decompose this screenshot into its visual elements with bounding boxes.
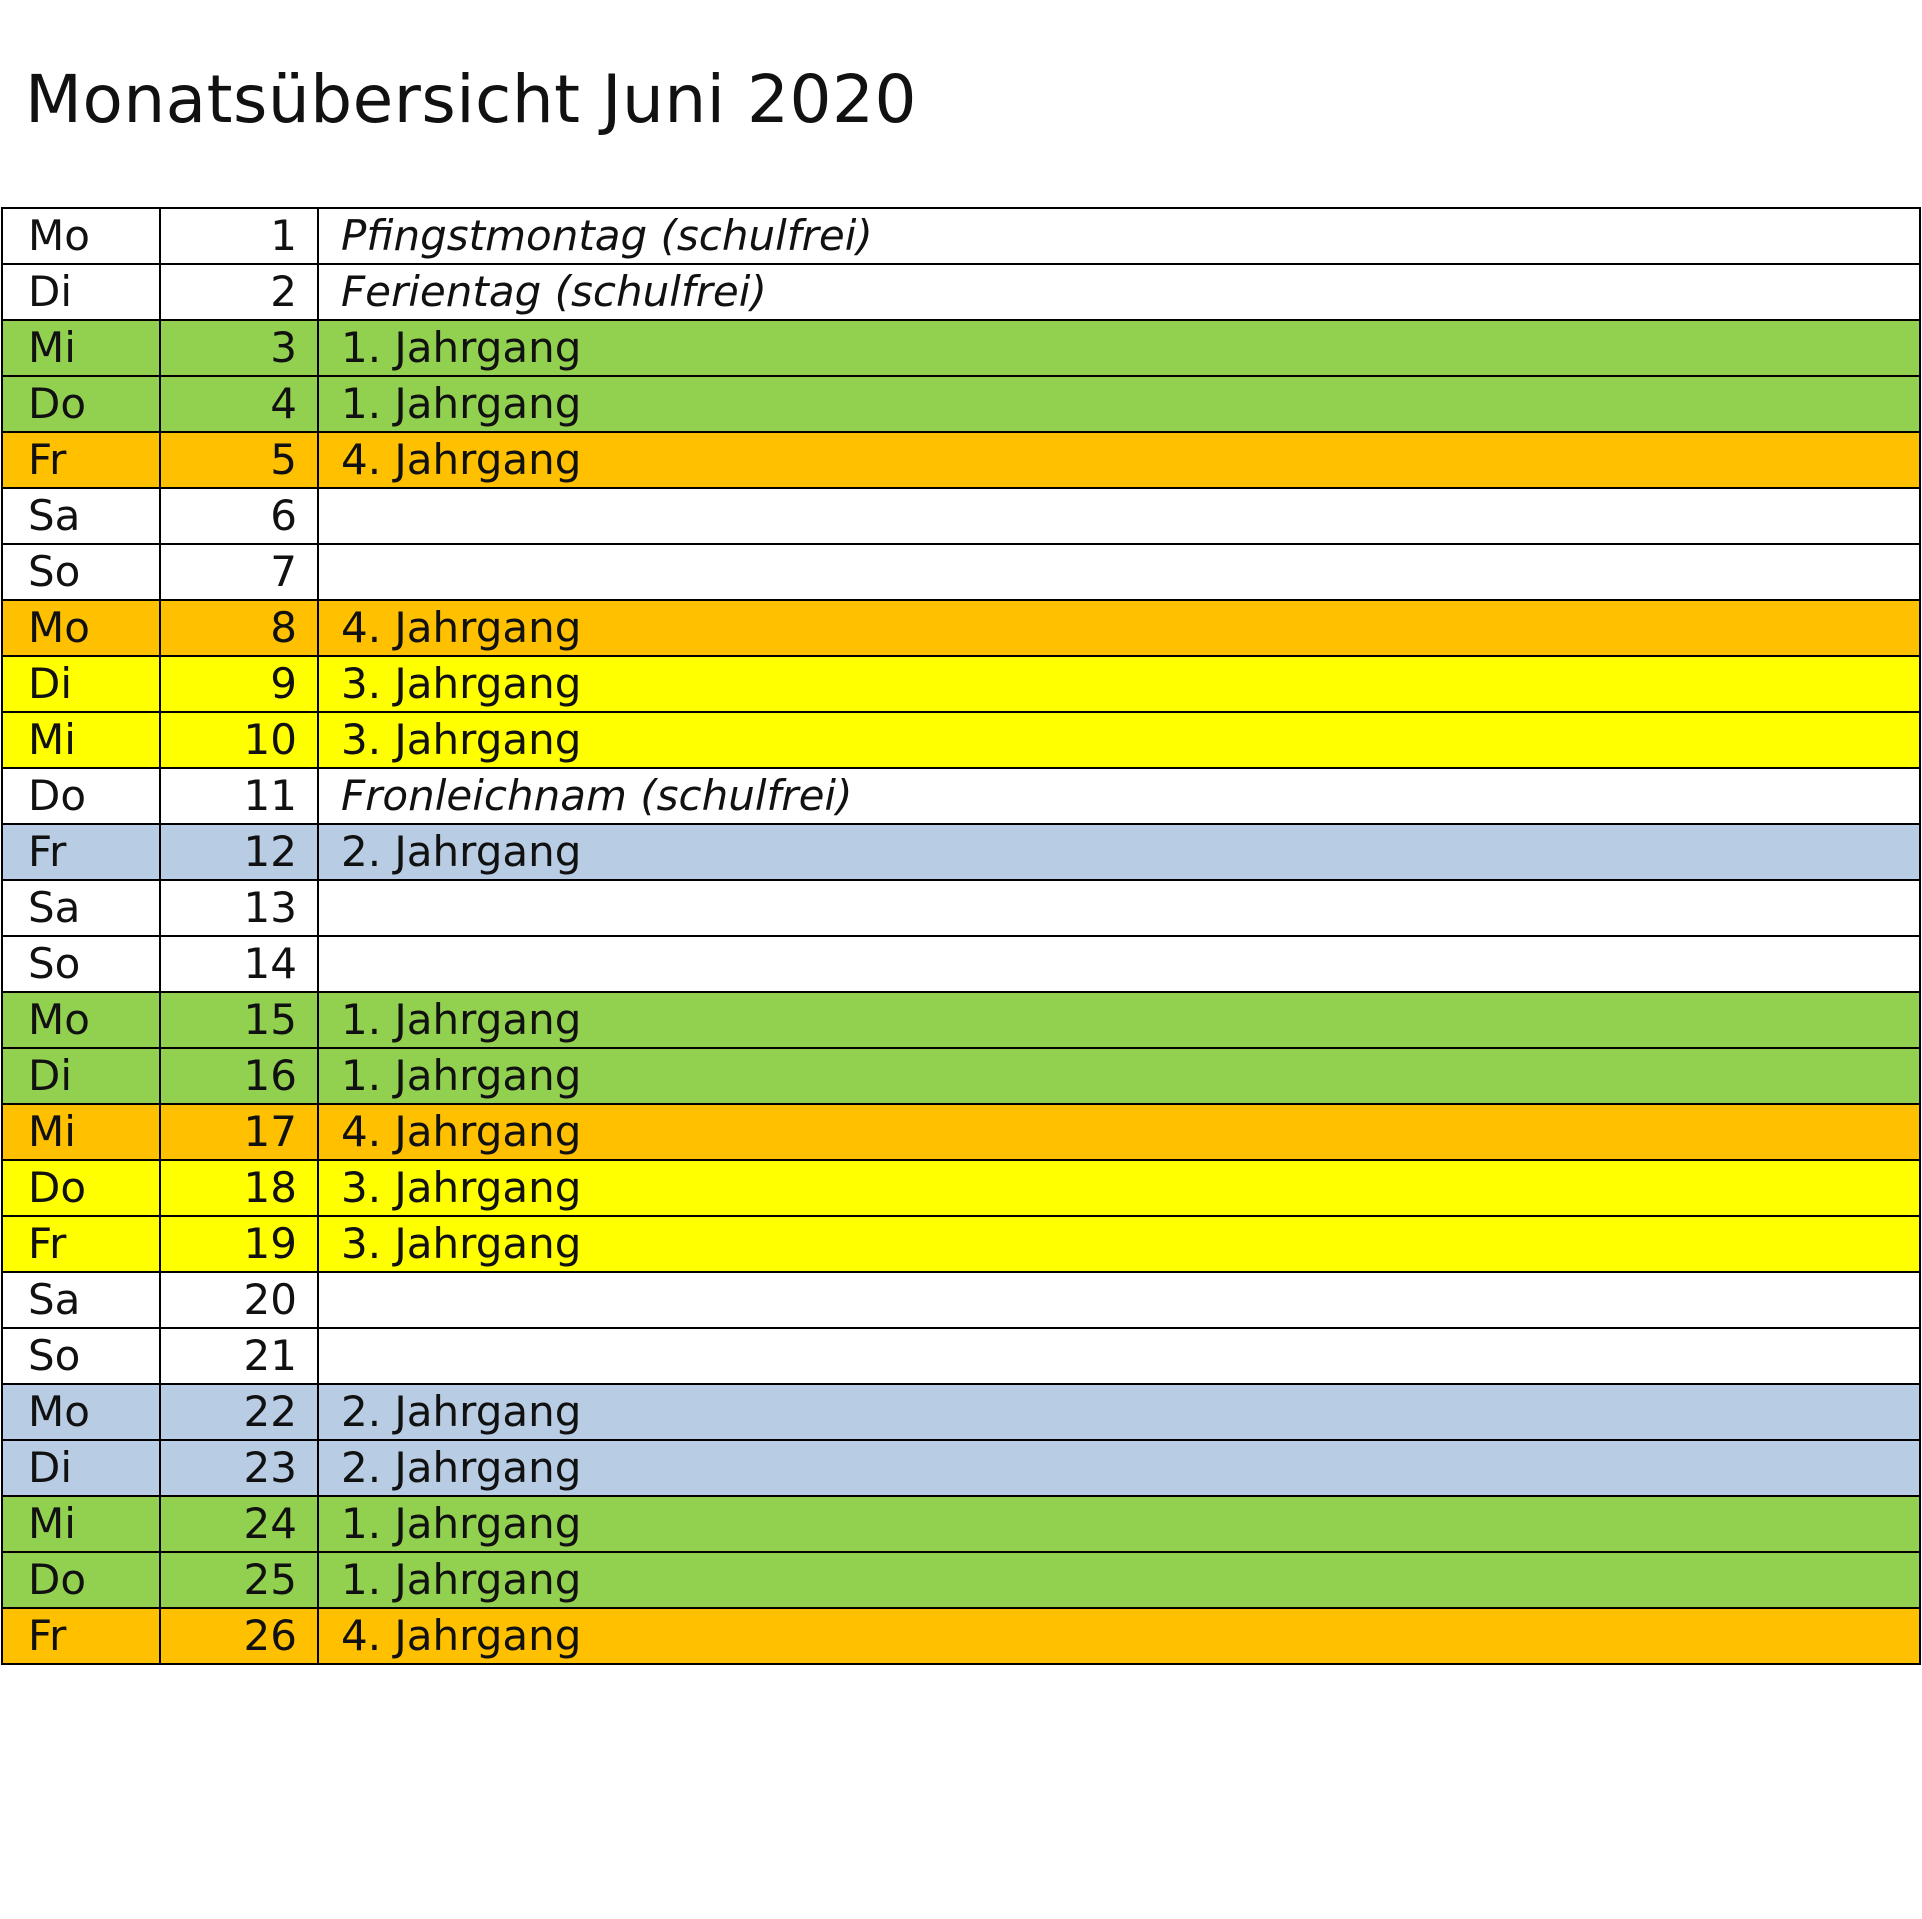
calendar-row	[2, 1384, 1920, 1440]
entry-cell	[318, 880, 1920, 936]
weekday-cell: Sa	[2, 488, 160, 544]
calendar-row	[2, 1608, 1920, 1664]
day-number-cell: 23	[160, 1440, 318, 1496]
entry-cell: 4. Jahrgang	[318, 432, 1920, 488]
entry-cell: 3. Jahrgang	[318, 712, 1920, 768]
calendar-row	[2, 208, 1920, 264]
entry-cell: 4. Jahrgang	[318, 1104, 1920, 1160]
page-title: Monatsübersicht Juni 2020	[25, 61, 917, 138]
day-number-cell: 17	[160, 1104, 318, 1160]
entry-cell: 1. Jahrgang	[318, 376, 1920, 432]
calendar-row	[2, 824, 1920, 880]
entry-cell	[318, 1328, 1920, 1384]
weekday-cell: Mi	[2, 1104, 160, 1160]
weekday-cell: Sa	[2, 880, 160, 936]
weekday-cell: Do	[2, 768, 160, 824]
weekday-cell: So	[2, 936, 160, 992]
weekday-cell: Di	[2, 1048, 160, 1104]
day-number-cell: 24	[160, 1496, 318, 1552]
weekday-cell: Mo	[2, 208, 160, 264]
entry-cell: Ferientag (schulfrei)	[318, 264, 1920, 320]
entry-cell	[318, 488, 1920, 544]
day-number-cell: 12	[160, 824, 318, 880]
entry-cell: 3. Jahrgang	[318, 1160, 1920, 1216]
day-number-cell: 16	[160, 1048, 318, 1104]
day-number-cell: 13	[160, 880, 318, 936]
weekday-cell: Mi	[2, 712, 160, 768]
weekday-cell: Fr	[2, 432, 160, 488]
day-number-cell: 22	[160, 1384, 318, 1440]
day-number-cell: 18	[160, 1160, 318, 1216]
calendar-row	[2, 880, 1920, 936]
calendar-row	[2, 376, 1920, 432]
day-number-cell: 6	[160, 488, 318, 544]
day-number-cell: 2	[160, 264, 318, 320]
entry-cell	[318, 1272, 1920, 1328]
day-number-cell: 7	[160, 544, 318, 600]
calendar-row	[2, 1104, 1920, 1160]
day-number-cell: 14	[160, 936, 318, 992]
weekday-cell: So	[2, 1328, 160, 1384]
day-number-cell: 8	[160, 600, 318, 656]
entry-cell: 1. Jahrgang	[318, 992, 1920, 1048]
day-number-cell: 3	[160, 320, 318, 376]
entry-cell: 2. Jahrgang	[318, 1440, 1920, 1496]
entry-cell	[318, 936, 1920, 992]
weekday-cell: Do	[2, 1160, 160, 1216]
calendar-row	[2, 1216, 1920, 1272]
calendar-body	[2, 208, 1920, 1664]
calendar-row	[2, 1328, 1920, 1384]
calendar-row	[2, 768, 1920, 824]
weekday-cell: Mi	[2, 1496, 160, 1552]
weekday-cell: Fr	[2, 1608, 160, 1664]
entry-cell: 3. Jahrgang	[318, 656, 1920, 712]
weekday-cell: Di	[2, 1440, 160, 1496]
day-number-cell: 5	[160, 432, 318, 488]
calendar-row	[2, 488, 1920, 544]
calendar-row	[2, 936, 1920, 992]
calendar-row	[2, 1048, 1920, 1104]
day-number-cell: 1	[160, 208, 318, 264]
weekday-cell: Mo	[2, 992, 160, 1048]
weekday-cell: Do	[2, 1552, 160, 1608]
weekday-cell: Di	[2, 656, 160, 712]
calendar-row	[2, 264, 1920, 320]
calendar-row	[2, 712, 1920, 768]
entry-cell: 1. Jahrgang	[318, 320, 1920, 376]
entry-cell: 1. Jahrgang	[318, 1552, 1920, 1608]
calendar-row	[2, 432, 1920, 488]
calendar-table	[1, 207, 1921, 1665]
weekday-cell: Sa	[2, 1272, 160, 1328]
entry-cell: 4. Jahrgang	[318, 600, 1920, 656]
calendar-row	[2, 1552, 1920, 1608]
day-number-cell: 4	[160, 376, 318, 432]
day-number-cell: 11	[160, 768, 318, 824]
entry-cell: Fronleichnam (schulfrei)	[318, 768, 1920, 824]
day-number-cell: 21	[160, 1328, 318, 1384]
entry-cell: 4. Jahrgang	[318, 1608, 1920, 1664]
day-number-cell: 10	[160, 712, 318, 768]
day-number-cell: 26	[160, 1608, 318, 1664]
entry-cell: 1. Jahrgang	[318, 1496, 1920, 1552]
calendar-row	[2, 544, 1920, 600]
weekday-cell: So	[2, 544, 160, 600]
weekday-cell: Fr	[2, 824, 160, 880]
calendar-row	[2, 1440, 1920, 1496]
day-number-cell: 20	[160, 1272, 318, 1328]
weekday-cell: Mo	[2, 600, 160, 656]
day-number-cell: 9	[160, 656, 318, 712]
calendar-row	[2, 1272, 1920, 1328]
day-number-cell: 25	[160, 1552, 318, 1608]
weekday-cell: Mi	[2, 320, 160, 376]
day-number-cell: 19	[160, 1216, 318, 1272]
entry-cell: 1. Jahrgang	[318, 1048, 1920, 1104]
entry-cell	[318, 544, 1920, 600]
calendar-row	[2, 600, 1920, 656]
calendar-row	[2, 320, 1920, 376]
calendar-row	[2, 1160, 1920, 1216]
entry-cell: Pfingstmontag (schulfrei)	[318, 208, 1920, 264]
entry-cell: 2. Jahrgang	[318, 1384, 1920, 1440]
weekday-cell: Mo	[2, 1384, 160, 1440]
calendar-row	[2, 656, 1920, 712]
weekday-cell: Fr	[2, 1216, 160, 1272]
day-number-cell: 15	[160, 992, 318, 1048]
entry-cell: 2. Jahrgang	[318, 824, 1920, 880]
calendar-row	[2, 992, 1920, 1048]
weekday-cell: Di	[2, 264, 160, 320]
entry-cell: 3. Jahrgang	[318, 1216, 1920, 1272]
calendar-row	[2, 1496, 1920, 1552]
weekday-cell: Do	[2, 376, 160, 432]
